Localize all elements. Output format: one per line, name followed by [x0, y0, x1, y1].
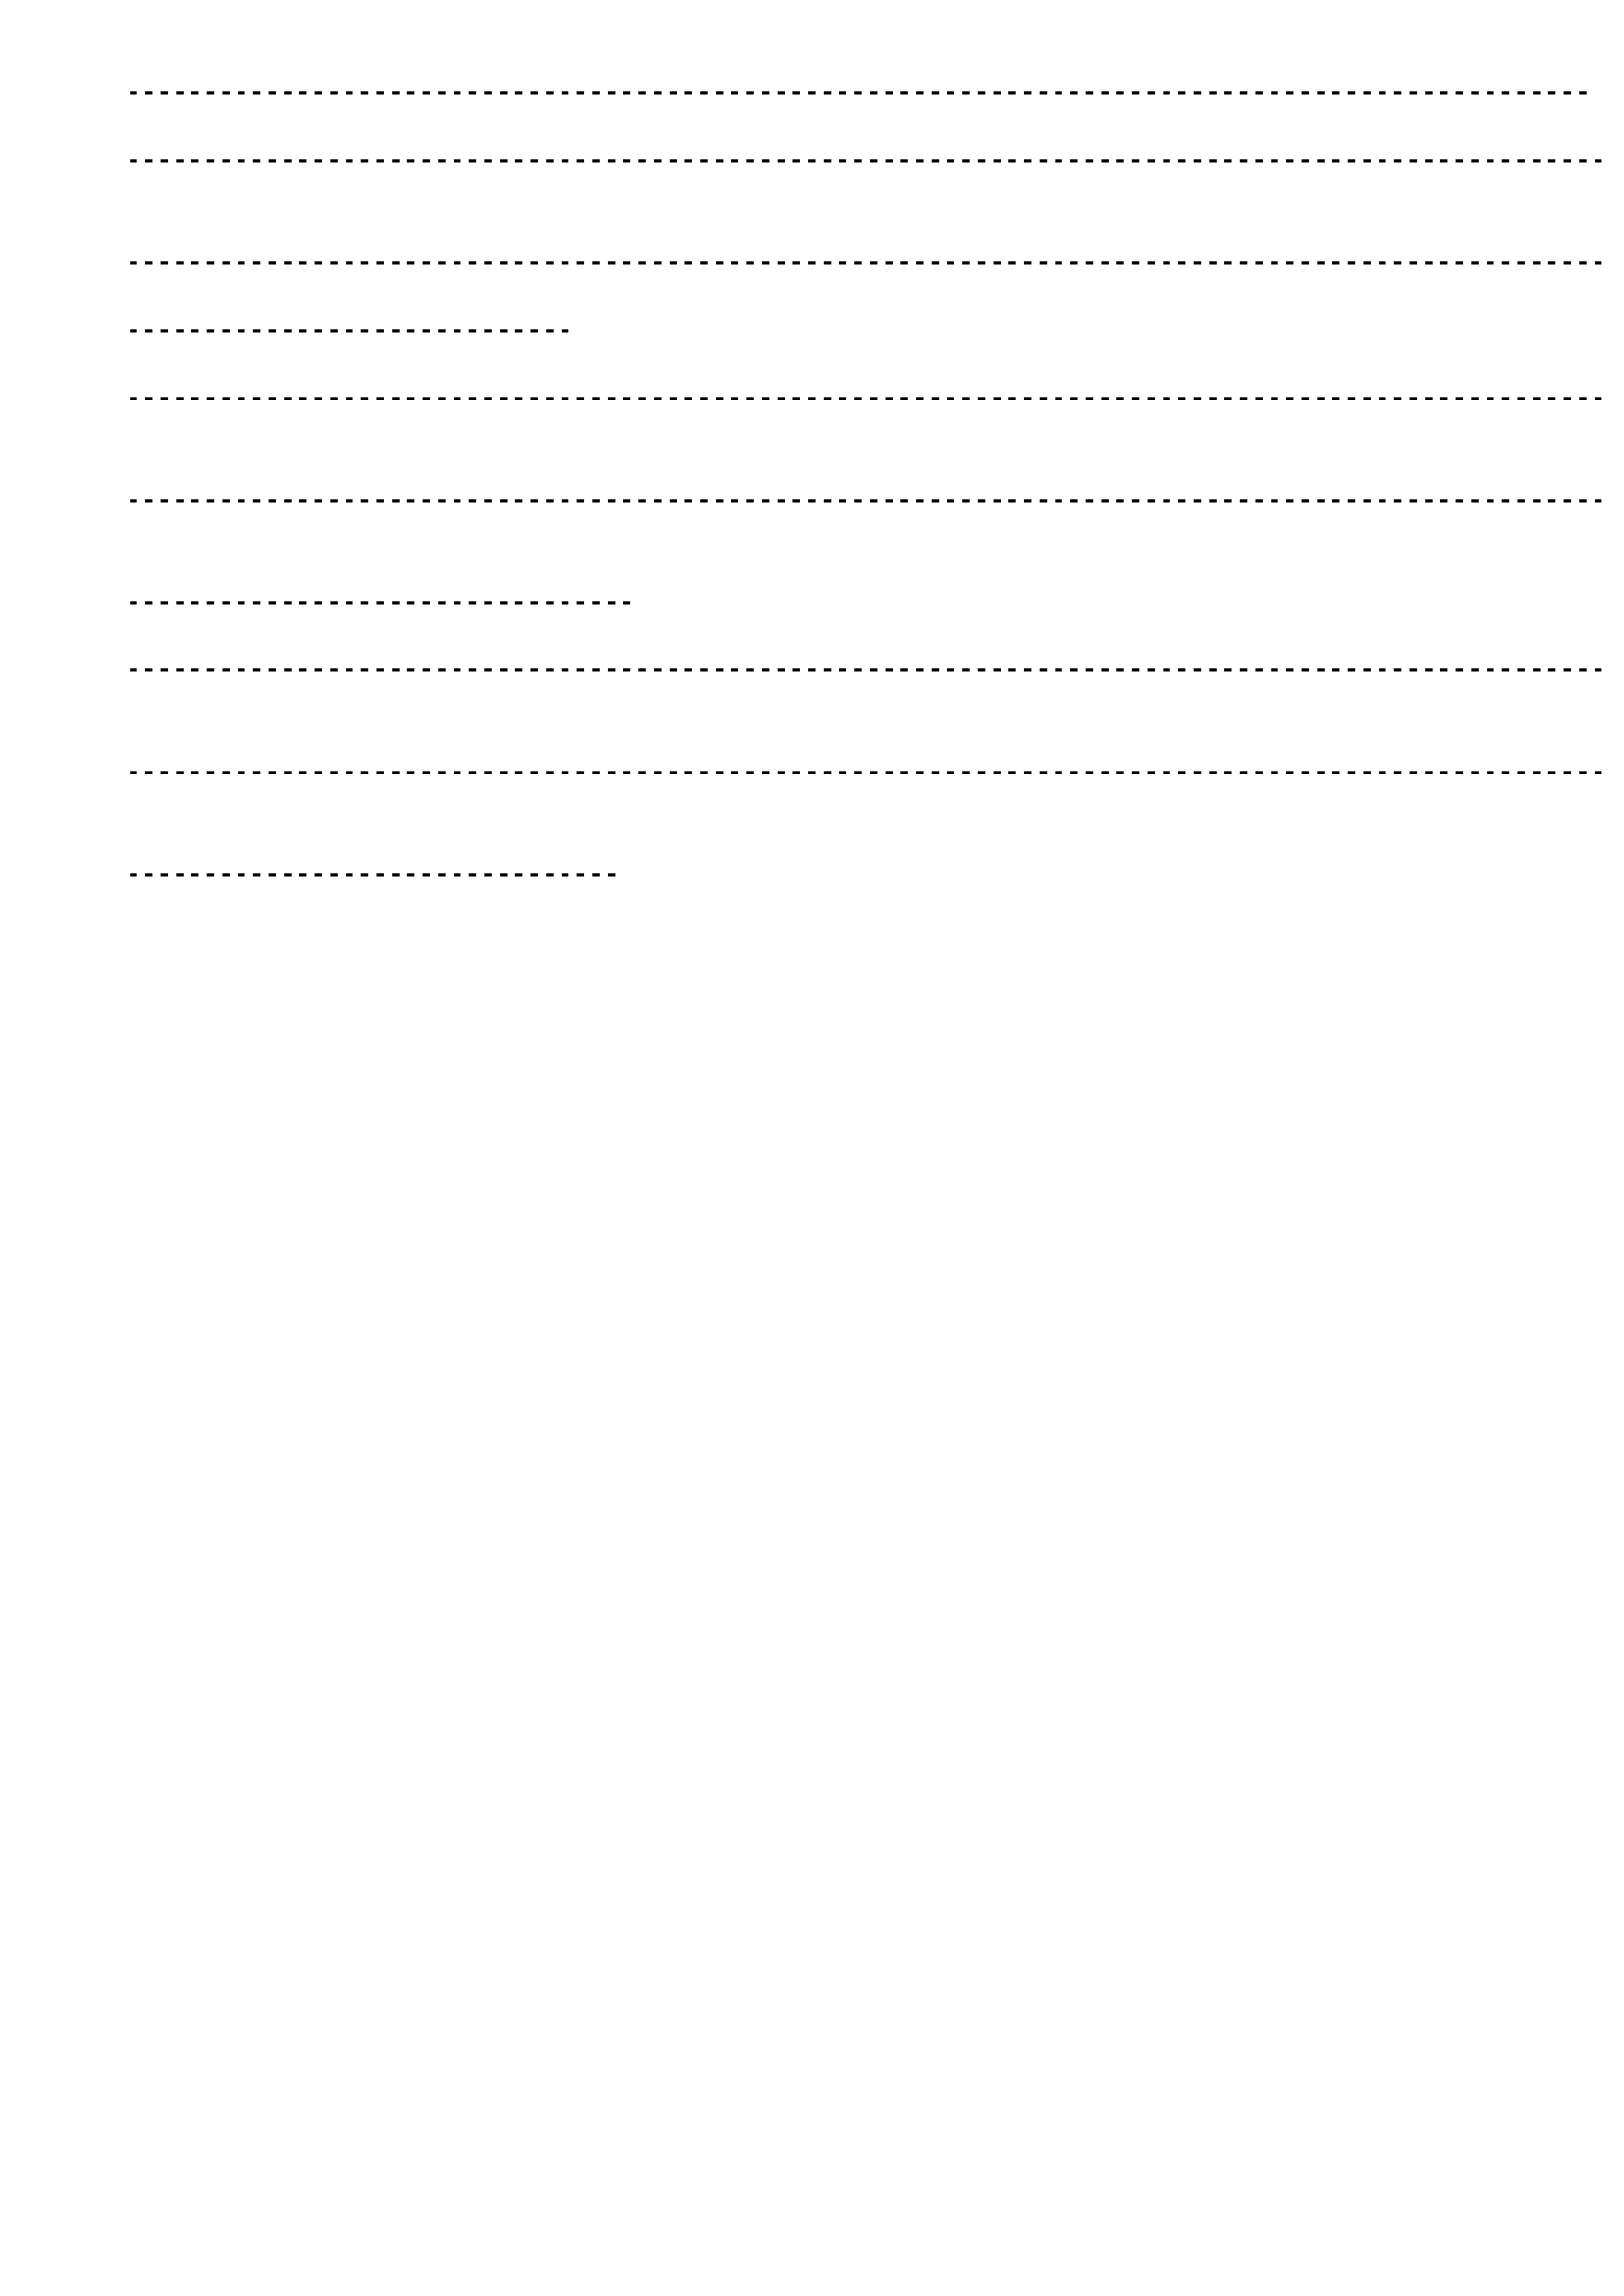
summary-line: ----------------------------- [126, 316, 573, 347]
competition-line [126, 518, 1618, 553]
results-page [126, 77, 1618, 891]
separator: ------------------------------------------------------------------------------------------------ [126, 146, 1606, 177]
blank-line [126, 111, 1618, 145]
trainer-line [126, 824, 1618, 858]
separator: ----------------------------------------------------------------------------------------------- [126, 79, 1591, 108]
table-header-row [126, 179, 1618, 213]
separator: ------------------------------------------------------------------------------------------------ [126, 384, 1606, 414]
separator: ------------------------------------------------------------------------------------------------ [126, 656, 1606, 686]
separator: ------------------------------------------------------------------------------------------------ [126, 247, 1606, 278]
summary-line: -------------------------------- [126, 859, 620, 889]
section-date-line [126, 281, 1618, 315]
table-header-row [126, 212, 1618, 246]
separator: ------------------------------------------------------------------------------------------------ [126, 486, 1606, 516]
blank-line [126, 620, 1618, 655]
blank-line [126, 348, 1618, 383]
trainer-line [126, 552, 1618, 586]
separator: ------------------------------------------------------------------------------------------------ [126, 757, 1606, 787]
summary-line: --------------------------------- [126, 587, 635, 617]
competition-line [126, 789, 1618, 824]
table-header-row [126, 721, 1618, 756]
table-header-row [126, 451, 1618, 485]
table-header-row [126, 688, 1618, 722]
table-header-row [126, 416, 1618, 451]
